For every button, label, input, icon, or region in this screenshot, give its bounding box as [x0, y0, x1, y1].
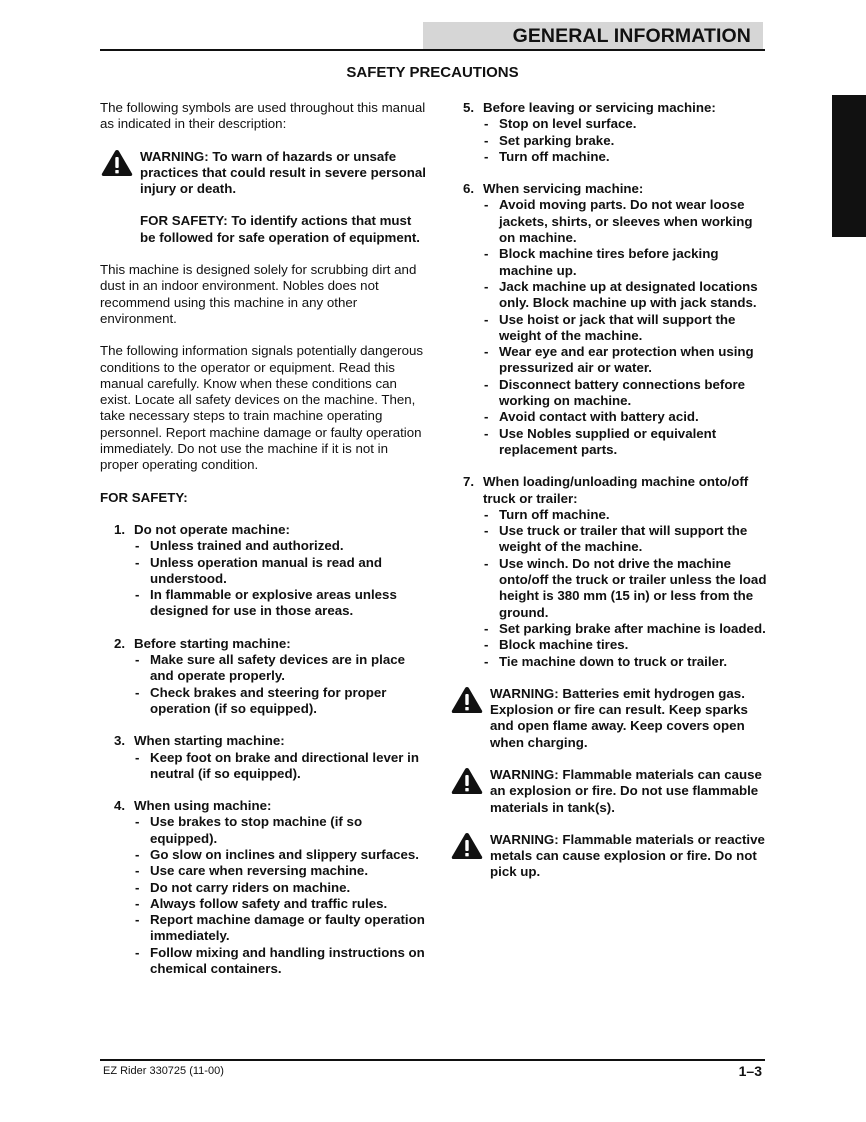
item-sublist: [483, 116, 768, 165]
dash-bullet: -: [135, 684, 140, 700]
list-item: [483, 312, 768, 345]
intro-paragraph: The following symbols are used throughout this manual as indicated in their description:: [100, 100, 426, 132]
for-safety-heading: FOR SAFETY:: [100, 489, 188, 505]
dash-bullet: -: [135, 895, 140, 911]
dash-bullet: -: [484, 311, 489, 327]
list-item: [483, 133, 768, 149]
purpose-paragraph: This machine is designed solely for scrubbing dirt and dust in an indoor environment. Nobles does not recommend using this machine in any other environment.: [100, 262, 417, 326]
dash-bullet: -: [484, 506, 489, 522]
list-item: [483, 279, 768, 312]
list-item-text: Turn off machine.: [499, 148, 610, 164]
list-item-text: Make sure all safety devices are in place and operate properly.: [150, 652, 406, 684]
list-item-text: Block machine tires.: [499, 637, 629, 653]
list-item: [134, 847, 430, 863]
dash-bullet: -: [135, 587, 140, 603]
dash-bullet: -: [135, 814, 140, 830]
list-item-text: Always follow safety and traffic rules.: [150, 895, 388, 911]
dash-bullet: -: [484, 620, 489, 636]
warning-text: WARNING: Flammable materials or reactive metals can cause explosion or fire. Do not pick up.: [490, 831, 765, 880]
list-item-text: Disconnect battery connections before working on machine.: [499, 376, 746, 409]
item-sublist: [134, 814, 430, 977]
warning-text: WARNING: Batteries emit hydrogen gas. Explosion or fire can result. Keep sparks and open flame away. Keep covers open when charging.: [490, 685, 748, 750]
list-item-text: Avoid moving parts. Do not wear loose jackets, shirts, or sleeves when working on machine.: [499, 197, 753, 246]
list-item: [483, 426, 768, 459]
list-item: [483, 116, 768, 132]
item-sublist: [134, 750, 430, 783]
item-title: When loading/unloading machine onto/off truck or trailer:: [483, 474, 749, 506]
list-item-text: Use Nobles supplied or equivalent replacement parts.: [499, 425, 717, 457]
list-item-text: In flammable or explosive areas unless designed for use in those areas.: [150, 587, 397, 619]
item-sublist: [483, 507, 768, 670]
left-column: [100, 100, 430, 993]
page-number: 1–3: [738, 1063, 762, 1079]
list-item-text: Wear eye and ear protection when using pressurized air or water.: [499, 344, 754, 376]
list-item-text: Use care when reversing machine.: [150, 863, 369, 879]
dash-bullet: -: [135, 554, 140, 570]
item-number: 3.: [114, 733, 126, 749]
for-safety-definition: FOR SAFETY: To identify actions that must be followed for safe operation of equipment.: [140, 213, 420, 245]
dash-bullet: -: [484, 246, 489, 262]
dash-bullet: -: [135, 538, 140, 554]
list-item: [483, 654, 768, 670]
item-title: Before starting machine:: [134, 635, 291, 651]
signals-paragraph: The following information signals potentially dangerous conditions to the operator or equipment. Read this manual carefully. Know when these conditions can exist. Locate all safety devices on the machine. Then, take necessary steps to train machine operating personnel. Report machine damage or faulty operation immediately. Do not use the machine if it is not in proper operating condition.: [100, 343, 424, 473]
item-sublist: [134, 538, 430, 619]
list-item-text: Use truck or trailer that will support the weight of the machine.: [499, 523, 748, 555]
list-item-text: Set parking brake after machine is loaded.: [499, 620, 766, 636]
list-item: [483, 507, 768, 523]
dash-bullet: -: [484, 425, 489, 441]
list-item: [134, 750, 430, 783]
list-item: [134, 896, 430, 912]
dash-bullet: -: [484, 278, 489, 294]
list-item-text: Use winch. Do not drive the machine onto/off the truck or trailer unless the load height is 380 mm (15 in) or less from the ground.: [499, 555, 767, 620]
list-item: [483, 344, 768, 377]
dash-bullet: -: [484, 344, 489, 360]
list-item-text: Report machine damage or faulty operation immediately.: [150, 912, 425, 944]
dash-bullet: -: [484, 555, 489, 571]
safety-item: [463, 474, 768, 670]
dash-bullet: -: [135, 652, 140, 668]
item-number: 7.: [463, 474, 475, 490]
item-title: When using machine:: [134, 798, 272, 814]
warning-symbol-block: [100, 149, 430, 198]
list-item: [134, 587, 430, 620]
list-item-text: Unless trained and authorized.: [150, 538, 344, 554]
item-number: 2.: [114, 635, 126, 651]
safety-item: [463, 181, 768, 458]
dash-bullet: -: [484, 148, 489, 164]
warning-definition: WARNING: To warn of hazards or unsafe practices that could result in severe personal injury or death.: [140, 148, 426, 197]
list-item-text: Use brakes to stop machine (if so equipped).: [150, 814, 363, 846]
item-number: 6.: [463, 181, 475, 197]
dash-bullet: -: [484, 653, 489, 669]
warning-triangle-icon: [101, 149, 133, 177]
flammable-warning: [463, 767, 768, 816]
safety-item: [463, 100, 768, 165]
dash-bullet: -: [135, 863, 140, 879]
list-item: [483, 246, 768, 279]
item-sublist: [483, 197, 768, 458]
dash-bullet: -: [484, 523, 489, 539]
item-sublist: [134, 652, 430, 717]
list-item: [483, 409, 768, 425]
list-item: [134, 652, 430, 685]
list-item-text: Use hoist or jack that will support the weight of the machine.: [499, 311, 736, 343]
dash-bullet: -: [135, 944, 140, 960]
list-item-text: Check brakes and steering for proper operation (if so equipped).: [150, 684, 387, 716]
list-item: [134, 555, 430, 588]
list-item: [483, 556, 768, 621]
list-item-text: Turn off machine.: [499, 506, 610, 522]
item-number: 5.: [463, 100, 475, 115]
list-item-text: Keep foot on brake and directional lever in neutral (if so equipped).: [150, 749, 419, 781]
item-title: When starting machine:: [134, 733, 285, 749]
list-item: [483, 523, 768, 556]
list-item: [483, 377, 768, 410]
item-title: Do not operate machine:: [134, 521, 290, 537]
safety-item: [114, 636, 430, 717]
item-number: 1.: [114, 521, 126, 537]
dash-bullet: -: [484, 197, 489, 213]
list-item-text: Set parking brake.: [499, 132, 615, 148]
dash-bullet: -: [484, 116, 489, 132]
chapter-tab: [832, 95, 866, 237]
safety-item: [114, 733, 430, 782]
list-item-text: Do not carry riders on machine.: [150, 879, 351, 895]
dash-bullet: -: [135, 879, 140, 895]
list-item-text: Stop on level surface.: [499, 116, 637, 132]
dash-bullet: -: [484, 376, 489, 392]
dash-bullet: -: [135, 912, 140, 928]
dash-bullet: -: [484, 132, 489, 148]
list-item-text: Avoid contact with battery acid.: [499, 409, 699, 425]
hydrogen-warning: [463, 686, 768, 751]
list-item: [134, 863, 430, 879]
list-item-text: Follow mixing and handling instructions on chemical containers.: [150, 944, 425, 977]
warning-text: WARNING: Flammable materials can cause an explosion or fire. Do not use flammable materials in tank(s).: [490, 766, 762, 815]
list-item: [483, 149, 768, 165]
footer-doc-id: EZ Rider 330725 (11-00): [103, 1065, 224, 1077]
list-item-text: Block machine tires before jacking machine up.: [499, 246, 719, 278]
dash-bullet: -: [135, 749, 140, 765]
header-rule: [100, 49, 765, 51]
dash-bullet: -: [484, 409, 489, 425]
list-item-text: Go slow on inclines and slippery surfaces.: [150, 846, 419, 862]
item-title: Before leaving or servicing machine:: [483, 100, 716, 115]
list-item: [134, 945, 430, 978]
dash-bullet: -: [484, 637, 489, 653]
right-column: [463, 100, 768, 897]
warning-triangle-icon: [451, 832, 483, 860]
list-item: [134, 685, 430, 718]
page-title: SAFETY PRECAUTIONS: [346, 64, 519, 81]
list-item-text: Jack machine up at designated locations only. Block machine up with jack stands.: [499, 278, 758, 311]
list-item: [134, 538, 430, 554]
list-item: [483, 621, 768, 637]
list-item: [134, 912, 430, 945]
list-item: [483, 197, 768, 246]
list-item: [134, 880, 430, 896]
section-title: GENERAL INFORMATION: [512, 25, 751, 47]
left-items: [100, 522, 430, 977]
safety-item: [114, 522, 430, 620]
list-item-text: Tie machine down to truck or trailer.: [499, 653, 728, 669]
list-item: [483, 637, 768, 653]
list-item: [134, 814, 430, 847]
list-item-text: Unless operation manual is read and understood.: [150, 554, 383, 586]
safety-item: [114, 798, 430, 977]
reactive-metals-warning: [463, 832, 768, 881]
right-items: [463, 100, 768, 670]
item-title: When servicing machine:: [483, 181, 644, 197]
footer-rule: [100, 1059, 765, 1061]
warning-triangle-icon: [451, 686, 483, 714]
dash-bullet: -: [135, 846, 140, 862]
warning-triangle-icon: [451, 767, 483, 795]
item-number: 4.: [114, 798, 126, 814]
